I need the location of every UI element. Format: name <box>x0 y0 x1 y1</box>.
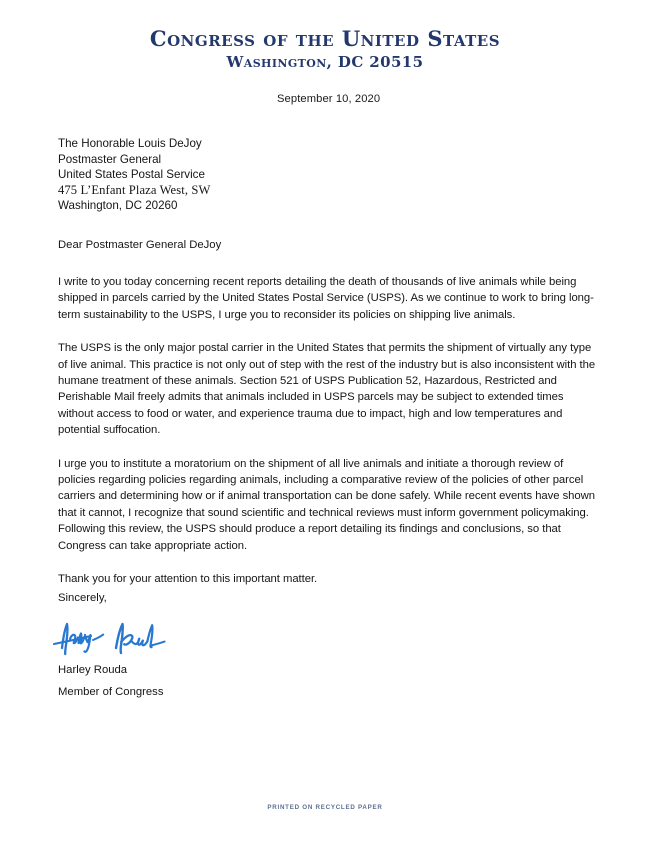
letterhead-title: Congress of the United States <box>149 26 501 51</box>
body-paragraph-4: Thank you for your attention to this important matter. <box>58 573 318 586</box>
signer-title: Member of Congress <box>58 686 164 698</box>
addressee-line-4: 475 L’Enfant Plaza West, SW <box>58 182 211 197</box>
signature-block <box>58 659 163 703</box>
addressee-line-1: The Honorable Louis DeJoy <box>58 137 202 150</box>
closing-salutation: Sincerely, <box>58 592 107 604</box>
handwritten-signature-icon <box>50 618 170 662</box>
body-paragraph-2: The USPS is the only major postal carrier in the United States that permits the shipment of virtually any type of live animal. This practice is not only out of step with the rest of the industry but is also inconsistent with the humane treatment of these animals. Section 521 of USPS Publication 52, Hazardous, Restricted and Perishable Mail freely admits that animals included in USPS parcels may be subject to extended times without access to food or water, and experience trauma due to impact, high and low temperatures and potential suffocation. <box>58 342 596 437</box>
letterhead-subtitle: Washington, DC 20515 <box>226 53 424 72</box>
letterhead <box>0 28 650 71</box>
salutation: Dear Postmaster General DeJoy <box>58 239 222 251</box>
letter-date: September 10, 2020 <box>277 93 381 105</box>
page-footer: PRINTED ON RECYCLED PAPER <box>267 804 383 811</box>
body-paragraph-3: I urge you to institute a moratorium on the shipment of all live animals and initiate a thorough review of policies regarding policies regarding animals, including a comparative review of the policies of other parcel carriers and determining how or if animal transportation can be done safely. While recent events have shown that it cannot, I recognize that sound scientific and technical reviews must inform government policymaking. Following this review, the USPS should produce a report detailing its findings and conclusions, so that Congress can take appropriate action. <box>58 457 595 552</box>
addressee-line-3: United States Postal Service <box>58 168 205 182</box>
signer-name: Harley Rouda <box>58 664 128 676</box>
addressee-line-5: Washington, DC 20260 <box>58 199 178 213</box>
addressee-line-2: Postmaster General <box>58 152 162 166</box>
letter-body <box>58 274 598 588</box>
body-paragraph-1: I write to you today concerning recent reports detailing the death of thousands of live animals while being shipped in parcels carried by the United States Postal Service (USPS). As we continue to work to bring long-term sustainability to the USPS, I urge you to reconsider its policies on shipping live animals. <box>58 276 594 321</box>
addressee-block <box>58 136 210 214</box>
